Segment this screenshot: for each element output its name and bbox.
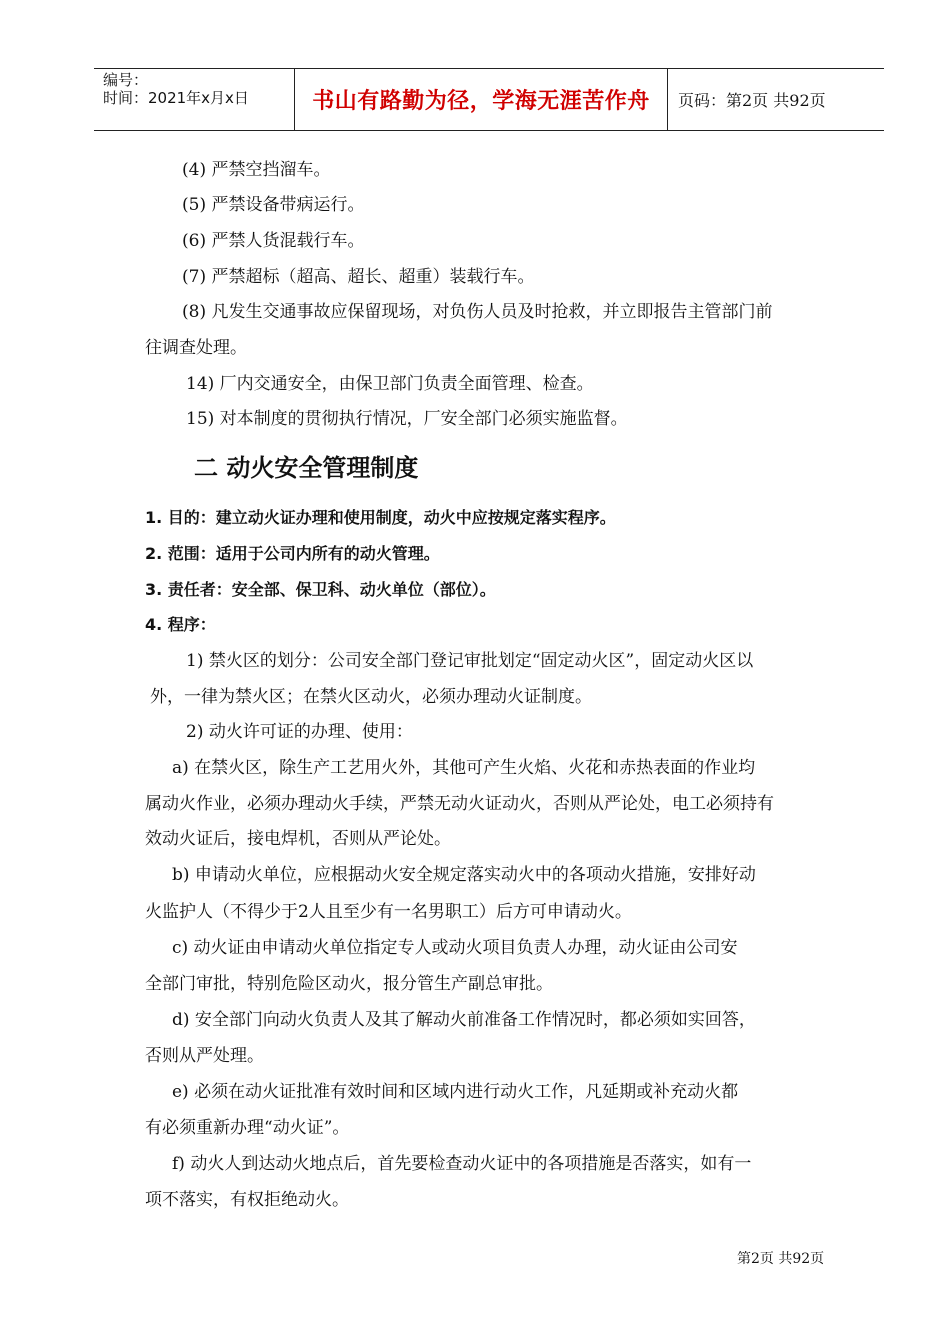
rule-line: (6) 严禁人货混载行车。 bbox=[182, 231, 365, 251]
procedure-line: 2) 动火许可证的办理、使用： bbox=[186, 722, 413, 742]
procedure-line: 外，一律为禁火区；在禁火区动火，必须办理动火证制度。 bbox=[150, 687, 592, 707]
point-line: 4. 程序： bbox=[145, 615, 216, 634]
rule-line: (5) 严禁设备带病运行。 bbox=[182, 195, 365, 215]
procedure-line: 项不落实，有权拒绝动火。 bbox=[145, 1190, 349, 1210]
point-line: 3. 责任者：安全部、保卫科、动火单位（部位）。 bbox=[145, 580, 496, 599]
header-motto-cell bbox=[295, 69, 668, 130]
rule-line: (4) 严禁空挡溜车。 bbox=[182, 160, 331, 180]
page-footer: 第2页 共92页 bbox=[737, 1251, 825, 1267]
header-meta-cell bbox=[94, 69, 295, 130]
rule-line: 15) 对本制度的贯彻执行情况，厂安全部门必须实施监督。 bbox=[186, 409, 628, 429]
motto: 书山有路勤为径，学海无涯苦作舟 bbox=[312, 88, 650, 114]
header-page-cell bbox=[668, 69, 884, 130]
procedure-line: 否则从严处理。 bbox=[145, 1046, 264, 1066]
code-label: 编号： bbox=[103, 71, 149, 89]
procedure-line: 火监护人（不得少于2人且至少有一名男职工）后方可申请动火。 bbox=[145, 902, 632, 922]
procedure-line: c) 动火证由申请动火单位指定专人或动火项目负责人办理，动火证由公司安 bbox=[172, 938, 738, 958]
procedure-line: 有必须重新办理“动火证”。 bbox=[145, 1118, 350, 1138]
procedure-line: 效动火证后，接电焊机，否则从严论处。 bbox=[145, 829, 451, 849]
page-header bbox=[94, 68, 884, 131]
procedure-line: f) 动火人到达动火地点后，首先要检查动火证中的各项措施是否落实，如有一 bbox=[172, 1154, 752, 1174]
rule-line: 14) 厂内交通安全，由保卫部门负责全面管理、检查。 bbox=[186, 374, 594, 394]
procedure-line: a) 在禁火区，除生产工艺用火外，其他可产生火焰、火花和赤热表面的作业均 bbox=[172, 758, 756, 778]
rule-line: (7) 严禁超标（超高、超长、超重）装载行车。 bbox=[182, 267, 535, 287]
page-info: 页码：第2页 共92页 bbox=[678, 91, 826, 110]
rule-line: (8) 凡发生交通事故应保留现场，对负伤人员及时抢救，并立即报告主管部门前 bbox=[182, 302, 773, 322]
time-label: 时间：2021年x月x日 bbox=[103, 89, 249, 107]
procedure-line: 1) 禁火区的划分：公司安全部门登记审批划定“固定动火区”，固定动火区以 bbox=[186, 651, 754, 671]
procedure-line: 全部门审批，特别危险区动火，报分管生产副总审批。 bbox=[145, 974, 553, 994]
rule-line: 往调查处理。 bbox=[145, 338, 247, 358]
point-line: 2. 范围：适用于公司内所有的动火管理。 bbox=[145, 544, 440, 563]
section-title: 二 动火安全管理制度 bbox=[194, 454, 419, 482]
procedure-line: d) 安全部门向动火负责人及其了解动火前准备工作情况时，都必须如实回答， bbox=[172, 1010, 756, 1030]
procedure-line: b) 申请动火单位，应根据动火安全规定落实动火中的各项动火措施，安排好动 bbox=[172, 865, 756, 885]
procedure-line: e) 必须在动火证批准有效时间和区域内进行动火工作，凡延期或补充动火都 bbox=[172, 1082, 739, 1102]
point-line: 1. 目的：建立动火证办理和使用制度，动火中应按规定落实程序。 bbox=[145, 508, 616, 527]
procedure-line: 属动火作业，必须办理动火手续，严禁无动火证动火，否则从严论处，电工必须持有 bbox=[145, 794, 774, 814]
